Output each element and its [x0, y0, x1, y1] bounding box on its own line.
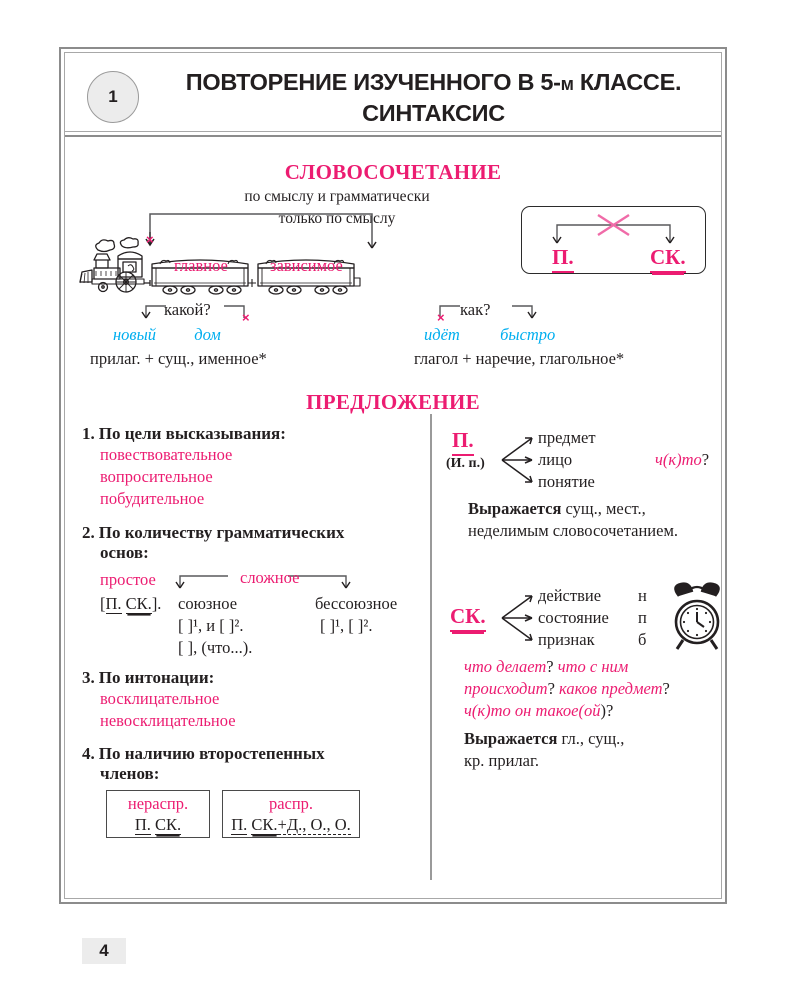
subject-expressed-line2: неделимым словосочетанием.	[468, 520, 679, 540]
distributed-title: распр.	[268, 794, 314, 813]
predicate-question-3c: )	[600, 700, 606, 720]
predicate-question-3oy: ой	[583, 700, 601, 720]
subject-question	[655, 450, 709, 470]
predicate-question-1q: ?	[546, 657, 554, 676]
predicate-questions	[464, 656, 724, 722]
example-2-connector	[432, 298, 592, 324]
subject-question-part1: ч(	[655, 450, 669, 469]
subject-expressed	[468, 498, 718, 542]
list-item-2-title-line2: основ:	[100, 543, 149, 562]
complex-scheme-left-2: [ ], (что...).	[178, 638, 253, 657]
list-item-2-title-line1: По количеству грамматических	[98, 523, 345, 542]
train-car-dependent-label: зависимое	[270, 256, 343, 275]
simple-scheme-subject: П.	[105, 594, 122, 613]
distributed-subject: П.	[231, 815, 248, 834]
list-item-1-option-1: повествовательное	[100, 445, 233, 464]
list-item-3-title: По интонации:	[98, 668, 215, 687]
predicate-question-3k: к	[477, 700, 486, 720]
right-subject-case: (И. п.)	[446, 456, 485, 471]
predicate-branch-1: действие	[538, 586, 602, 605]
link-label-grammatical: по смыслу и грамматически	[244, 188, 430, 205]
example-1-word-main: новый	[113, 325, 157, 344]
train-x-mark: ×	[146, 232, 154, 247]
complex-scheme-left-1: [ ]¹, и [ ]².	[178, 616, 244, 635]
subject-predicate-box	[521, 206, 706, 274]
example-1-words	[113, 325, 221, 345]
page-number: 4	[82, 938, 126, 964]
subject-branch-3: понятие	[538, 472, 595, 491]
predicate-question-2q: ?	[547, 678, 555, 698]
predicate-question-3q: ?	[605, 700, 614, 720]
predicate-question-3a: ч(	[464, 700, 478, 720]
link-label-meaning: только по смыслу	[278, 210, 396, 227]
list-item-1-title: По цели высказывания:	[98, 424, 286, 443]
list-item-4	[82, 744, 422, 784]
train-diagram	[78, 190, 478, 290]
example-1-question: какой?	[164, 300, 211, 319]
example-2-word-dep: быстро	[500, 325, 556, 344]
section-heading-phrase: СЛОВОСОЧЕТАНИЕ	[284, 160, 502, 184]
list-item-1-option-3: побудительное	[100, 488, 205, 508]
predicate-branch-3: признак	[538, 630, 595, 649]
predicate-letter-1: н	[638, 586, 647, 605]
list-item-1-option-2: вопросительное	[100, 466, 213, 486]
example-2-words	[424, 325, 555, 345]
predicate-expressed-bold: Выражается	[464, 729, 558, 748]
predicate-expressed-line2: кр. прилаг.	[464, 750, 540, 770]
page-title-line1: ПОВТОРЕНИЕ ИЗУЧЕННОГО В 5-	[185, 69, 561, 95]
list-item-2-number: 2.	[82, 523, 95, 542]
right-predicate-label: СК.	[450, 604, 486, 632]
list-item-3-option-2: невосклицательное	[100, 710, 236, 730]
right-subject-label: П.	[452, 428, 474, 456]
simple-sentence-label: простое	[100, 570, 156, 589]
predicate-question-1a: что делает	[464, 657, 547, 676]
example-2-x-mark: ×	[437, 310, 445, 325]
predicate-question-3b: )то он такое(	[485, 700, 584, 720]
example-1-connector	[138, 298, 298, 324]
predicate-branch-2: состояние	[538, 608, 609, 627]
distributed-minor-members: +Д., О., О.	[277, 815, 351, 834]
list-item-3	[82, 668, 412, 732]
alarm-clock-icon	[665, 582, 731, 652]
undistributed-box	[106, 790, 210, 838]
lesson-number-badge: 1	[87, 71, 139, 123]
box-subject-label: П.	[552, 245, 574, 273]
undistributed-predicate: СК.	[155, 815, 182, 834]
predicate-question-2q2: ?	[662, 678, 670, 698]
undistributed-scheme	[107, 815, 209, 835]
distributed-scheme	[223, 815, 359, 835]
subject-question-part3: )то	[676, 450, 702, 469]
complex-asyndetic-label: бессоюзное	[315, 594, 398, 613]
list-item-4-title-line2: членов:	[100, 764, 160, 783]
example-2-parts: глагол + наречие, глагольное*	[414, 349, 625, 368]
predicate-question-2b: каков предмет	[554, 678, 663, 698]
undistributed-subject: П.	[134, 815, 151, 834]
predicate-letter-2: п	[638, 608, 647, 627]
subject-expressed-bold: Выражается	[468, 499, 562, 518]
page-title-line1-end: КЛАССЕ.	[573, 69, 682, 95]
simple-sentence-scheme: [П. СК.].	[100, 594, 162, 613]
distributed-box	[222, 790, 360, 838]
example-1-x-mark: ×	[242, 310, 250, 325]
predicate-question-1b: что с ним	[553, 657, 629, 676]
list-item-1-number: 1.	[82, 424, 95, 443]
complex-sentence-label: сложное	[240, 568, 300, 587]
section-heading-sentence: ПРЕДЛОЖЕНИЕ	[306, 390, 480, 414]
list-item-2	[82, 523, 422, 563]
subject-branch-1: предмет	[538, 428, 596, 447]
predicate-expressed-rest: гл., сущ.,	[557, 729, 625, 748]
complex-conjunction-label: союзное	[178, 594, 238, 613]
box-predicate-label: СК.	[650, 245, 686, 273]
simple-sentence-group	[100, 570, 156, 590]
example-2-word-main: идёт	[424, 325, 460, 344]
list-item-4-number: 4.	[82, 744, 95, 763]
subject-branch-2: лицо	[538, 450, 573, 469]
page-title	[161, 67, 706, 129]
complex-scheme-right-1: [ ]¹, [ ]².	[320, 616, 373, 635]
subject-question-mark: ?	[701, 450, 710, 469]
subject-question-part2: к	[668, 450, 677, 469]
column-divider	[430, 414, 432, 880]
predicate-letter-3: б	[638, 630, 647, 649]
predicate-expressed	[464, 728, 714, 772]
simple-scheme-predicate: СК.	[125, 594, 152, 613]
page-title-line1-small: м	[560, 74, 574, 94]
page-header	[65, 53, 721, 137]
undistributed-title: нераспр.	[127, 794, 189, 813]
example-1-word-dep: дом	[194, 325, 221, 344]
list-item-3-number: 3.	[82, 668, 95, 687]
distributed-predicate: СК.	[251, 815, 278, 834]
example-2-question: как?	[460, 300, 491, 319]
subject-expressed-rest: сущ., мест.,	[561, 499, 646, 518]
train-car-main-label: главное	[174, 256, 228, 275]
list-item-4-title-line1: По наличию второстепенных	[98, 744, 325, 763]
list-item-1	[82, 424, 412, 510]
predicate-question-2a: происходит	[464, 678, 548, 698]
list-item-3-option-1: восклицательное	[100, 689, 220, 708]
example-1-parts: прилаг. + сущ., именное*	[90, 349, 267, 368]
page-title-line2: СИНТАКСИС	[362, 100, 505, 127]
